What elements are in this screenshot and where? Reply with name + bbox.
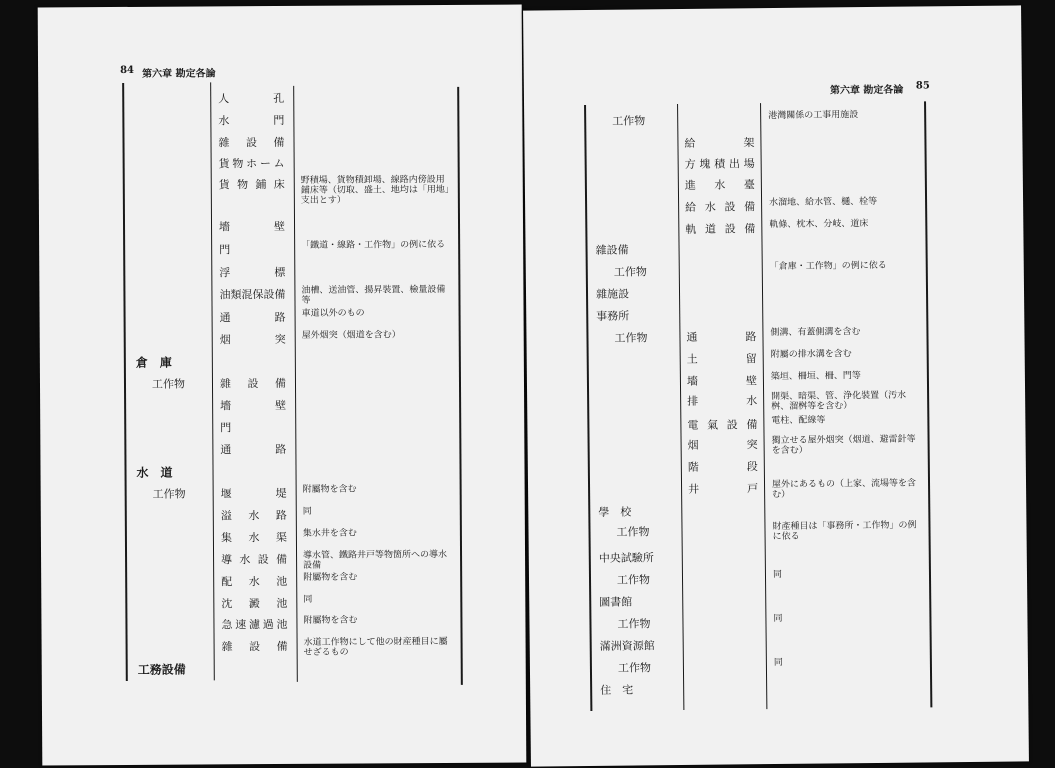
category-label: 雜設備: [595, 243, 629, 257]
table-col-divider-1: [210, 82, 215, 680]
item-description: 開渠、暗渠、管、浄化裝置（汚水桝、溜桝等を含む）: [771, 390, 907, 413]
item-description: 同: [302, 506, 312, 517]
item-label: 配水池: [221, 574, 288, 589]
item-label: 井 戸: [688, 482, 759, 496]
item-description: 附屬の排水溝を含む: [770, 349, 852, 361]
item-description: 港灣關係の工事用施設: [768, 110, 859, 122]
item-label: 烟 突: [219, 332, 286, 347]
category-label: 水 道: [136, 465, 173, 480]
category-label: 工作物: [614, 331, 648, 345]
item-description: 車道以外のもの: [301, 308, 365, 319]
item-label: 墻 壁: [218, 219, 286, 234]
item-description: 同: [773, 613, 783, 625]
item-label: 通 路: [219, 310, 286, 325]
item-label: 通 路: [686, 330, 757, 344]
category-label: 事務所: [596, 309, 630, 323]
item-description: 水道工作物にして他の財産種目に屬せざるもの: [303, 636, 448, 658]
item-label: 土 留: [686, 352, 757, 366]
item-description: 同: [772, 569, 783, 581]
item-description: 水溜地、給水管、樋、栓等: [769, 196, 878, 209]
category-label: 圖書館: [599, 595, 633, 609]
page-number-right: 85: [915, 80, 930, 92]
item-label: 雜設備: [218, 135, 285, 150]
item-label: 貨物鋪床: [218, 177, 285, 192]
item-label: 排 水: [687, 394, 758, 408]
item-label: 軌道設備: [685, 222, 756, 236]
item-label: 給 架: [684, 136, 755, 150]
subcategory-label: 工作物: [151, 377, 186, 391]
category-label: 學 校: [598, 505, 632, 519]
left-page: [38, 5, 527, 766]
item-label: 導水設備: [221, 552, 288, 567]
item-description: 油槽、送油管、揚昇裝置、檢量設備等: [301, 284, 446, 306]
item-label: 沈澱池: [221, 596, 288, 611]
chapter-header-left: 第六章 勘定各論: [142, 68, 216, 80]
item-label: 給水設備: [685, 200, 756, 214]
item-label: 墻 壁: [686, 374, 758, 388]
category-label: 雜施設: [595, 287, 630, 301]
item-label: 溢水路: [220, 508, 287, 523]
right-page: [523, 5, 1029, 766]
item-label: 電氣設備: [687, 418, 758, 432]
item-description: 同: [303, 594, 313, 605]
category-label: 住 宅: [600, 683, 634, 697]
table-left-border-right: [584, 105, 592, 711]
table-left-border: [122, 83, 127, 681]
item-label: 雜設備: [219, 376, 287, 391]
category-label: 滿洲資源館: [599, 639, 655, 653]
category-label: 工作物: [617, 617, 651, 631]
item-label: 急速濾過池: [221, 617, 288, 632]
item-description: 集水井を含む: [302, 528, 357, 539]
item-description: 屋外烟突（烟道を含む）: [301, 330, 401, 341]
chapter-header-right: 第六章 勘定各論: [829, 84, 904, 97]
item-description: 附屬物を含む: [303, 615, 358, 626]
item-label: 貨物ホーム: [218, 156, 285, 171]
item-label: 階 段: [687, 460, 758, 474]
item-label: 方塊積出場: [684, 157, 755, 171]
item-description: 側溝、有蓋側溝を含む: [770, 327, 861, 339]
table-right-border: [457, 87, 462, 685]
category-label: 工作物: [612, 114, 646, 128]
item-description: 野積場、貨物積卸場、線路内傍設用鋪床等（切取、盛土、地均は「用地」支出とす）: [300, 175, 450, 206]
item-label: 水 門: [218, 113, 285, 128]
item-label: 油類混保設備: [219, 287, 286, 302]
item-description: 導水管、鐵路井戸等物箇所への導水設備: [303, 549, 448, 571]
item-description: 築垣、柵垣、柵、門等: [770, 371, 861, 383]
item-label: 門: [220, 421, 232, 435]
item-label: 雜設備: [221, 639, 288, 654]
category-label: 工務設備: [137, 662, 186, 677]
item-description: 屋外にあるもの（上家、流場等を含む）: [771, 478, 917, 501]
item-label: 通 路: [220, 442, 287, 457]
item-label: 門: [219, 243, 231, 257]
item-description: 軌條、枕木、分岐、道床: [769, 219, 869, 231]
item-label: 集水渠: [220, 530, 287, 545]
item-description: 附屬物を含む: [303, 572, 358, 583]
item-label: 人 孔: [218, 91, 285, 106]
category-label: 工作物: [616, 573, 651, 587]
item-label: 浮 標: [219, 265, 286, 280]
table-col-divider-r2: [760, 103, 767, 709]
item-label: 墻 壁: [220, 398, 287, 413]
subcategory-label: 工作物: [152, 487, 186, 501]
item-description: 「倉庫・工作物」の例に依る: [769, 260, 887, 273]
category-label: 工作物: [617, 661, 652, 675]
item-description: 財產種目は「事務所・工作物」の例に依る: [772, 520, 917, 543]
category-label: 倉 庫: [135, 355, 172, 370]
category-label: 工作物: [613, 265, 647, 279]
item-description: 「鐵道・線路・工作物」の例に依る: [301, 240, 446, 251]
item-label: 進水臺: [684, 178, 755, 192]
table-col-divider-2: [293, 86, 298, 682]
item-label: 烟 突: [687, 438, 758, 452]
category-label: 中央試驗所: [598, 551, 654, 565]
item-description: 獨立せる屋外烟突（烟道、避雷針等を含む）: [771, 434, 916, 457]
item-description: 附屬物を含む: [302, 484, 357, 495]
category-label: 工作物: [616, 525, 650, 539]
item-description: 電柱、配線等: [771, 415, 826, 427]
page-number-left: 84: [120, 64, 135, 76]
item-description: 同: [773, 657, 783, 669]
item-label: 堰 堤: [220, 486, 287, 501]
